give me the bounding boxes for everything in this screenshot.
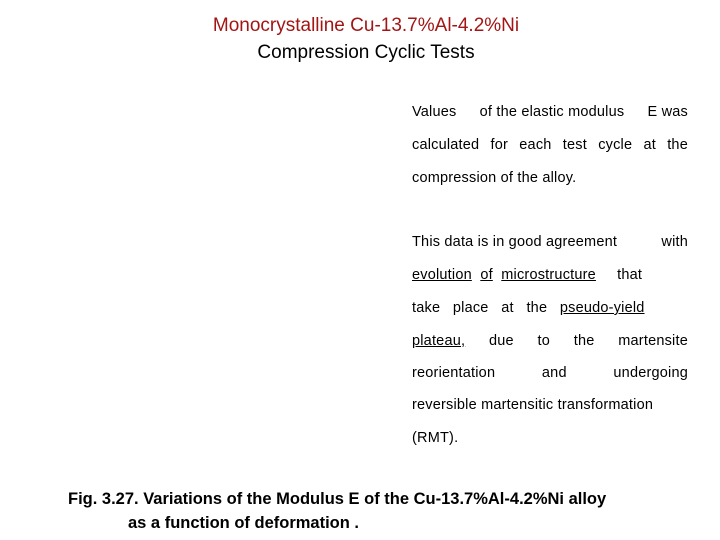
title-line-1: Monocrystalline Cu-13.7%Al-4.2%Ni — [212, 15, 520, 36]
paragraph-1-line-1: Values of the elastic modulus E was — [412, 104, 688, 120]
caption-line-2: as a function of deformation . — [128, 514, 360, 532]
paragraph-2-line-4: plateau, due to the martensite — [412, 333, 688, 349]
paragraph-1-line-2: calculated for each test cycle at the — [412, 137, 688, 153]
paragraph-2-line-6: reversible martensitic transformation — [412, 397, 654, 413]
paragraph-1-line-3: compression of the alloy. — [412, 170, 577, 186]
paragraph-2-line-5: reorientation and undergoing — [412, 365, 688, 381]
figure-caption — [68, 487, 708, 535]
slide-title — [0, 12, 720, 66]
paragraph-2-line-2: evolution of microstructure that — [412, 267, 643, 283]
caption-line-1: Fig. 3.27. Variations of the Modulus E of the Cu-13.7%Al-4.2%Ni alloy — [68, 490, 607, 508]
title-line-2: Compression Cyclic Tests — [257, 42, 475, 63]
paragraph-2-line-3: take place at the pseudo-yield — [412, 300, 645, 316]
paragraph-2-line-1: This data is in good agreement with — [412, 234, 688, 250]
paragraph-2-line-7: (RMT). — [412, 430, 459, 446]
